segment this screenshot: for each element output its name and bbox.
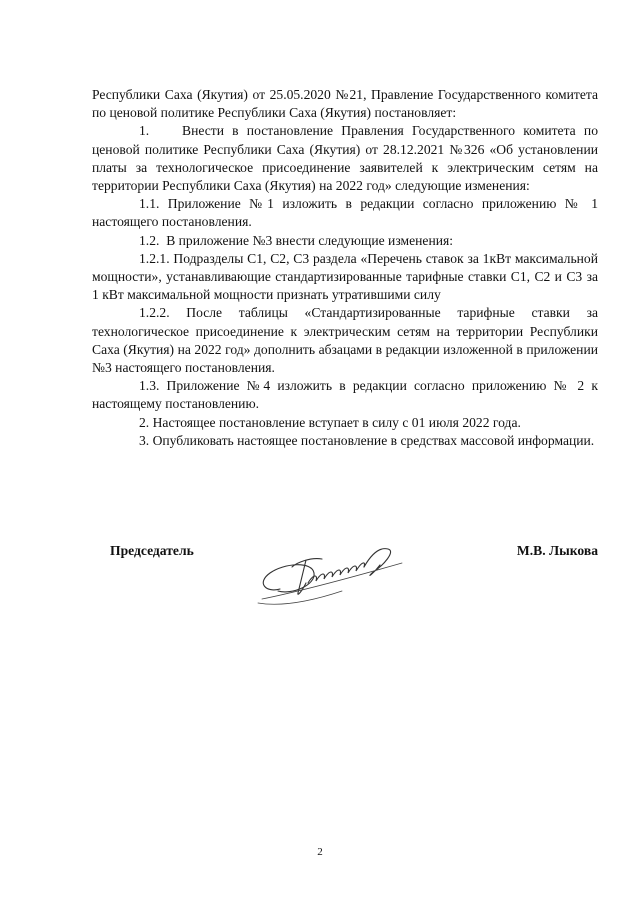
signer-position: Председатель <box>110 543 194 558</box>
paragraph-item-1-2-1: 1.2.1. Подразделы С1, С2, С3 раздела «Перечень ставок за 1кВт максимальной мощности», устанавливающие стандартизированные тарифные ставки С1, С2 и С3 за 1 кВт максимальной мощности признать утратившими силу <box>92 250 598 303</box>
handwritten-signature <box>252 543 412 613</box>
paragraph-item-1-3: 1.3. Приложение №4 изложить в редакции согласно приложению № 2 к настоящему постановлению. <box>92 378 598 412</box>
document-body <box>92 86 598 450</box>
paragraph-item-1: 1. Внести в постановление Правления Государственного комитета по ценовой политике Республики Саха (Якутия) от 28.12.2021 №326 «Об установлении платы за технологическое присоединение заявителей к электрическим сетям на территории Республики Саха (Якутия) на 2022 год» следующие изменения: <box>92 123 598 194</box>
paragraph-item-1-2: 1.2. В приложение №3 внести следующие изменения: <box>139 232 454 248</box>
paragraph-item-2: 2. Настоящее постановление вступает в силу с 01 июля 2022 года. <box>139 414 521 430</box>
paragraph-item-1-1: 1.1. Приложение №1 изложить в редакции согласно приложению № 1 настоящего постановления. <box>92 196 598 230</box>
signer-name: М.В. Лыкова <box>516 543 598 558</box>
paragraph-intro-continuation: Республики Саха (Якутия) от 25.05.2020 №21, Правление Государственного комитета по ценовой политике Республики Саха (Якутия) постановляет: <box>92 87 598 121</box>
paragraph-item-1-2-2: 1.2.2. После таблицы «Стандартизированные тарифные ставки за технологическое присоединение к электрическим сетям на территории Республики Саха (Якутия) на 2022 год» дополнить абзацами в редакции изложенной в приложении №3 настоящего постановления. <box>92 305 598 376</box>
page-number: 2 <box>317 846 323 858</box>
paragraph-item-3: 3. Опубликовать настоящее постановление в средствах массовой информации. <box>139 432 595 448</box>
